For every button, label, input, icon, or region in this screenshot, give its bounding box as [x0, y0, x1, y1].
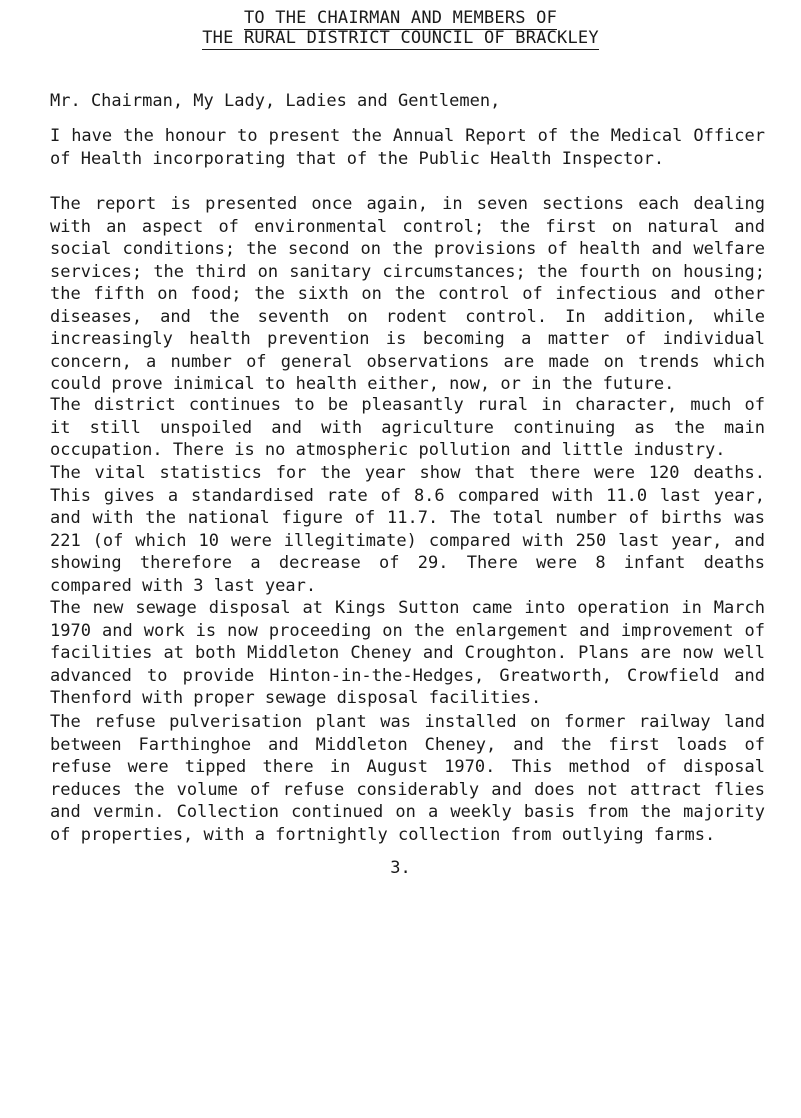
- page-number: 3.: [390, 858, 411, 878]
- paragraph-report-sections: The report is presented once again, in seven sections each dealing with an aspect of environmental control; the first on natural and social conditions; the second on the provisions of health and welfare services; the third on sanitary circumstances; the fourth on housing; the fifth on food; the sixth on the control of infectious and other diseases, and the seventh on rodent control. In addition, while increasingly health prevention is becoming a matter of individual concern, a number of general observations are made on trends which could prove inimical to health either, now, or in the future.: [50, 194, 765, 394]
- salutation: Mr. Chairman, My Lady, Ladies and Gentlemen,: [50, 91, 501, 111]
- paragraph-sewage-disposal: The new sewage disposal at Kings Sutton came into operation in March 1970 and work is now proceeding on the enlargement and improvement of facilities at both Middleton Cheney and Croughton. Plans are now well advanced to provide Hinton-in-the-Hedges, Greatworth, Crowfield and Thenford with proper sewage disposal facilities.: [50, 598, 765, 708]
- address-heading-line-1-text: TO THE CHAIRMAN AND MEMBERS OF: [243, 8, 558, 28]
- address-heading-line-2-text: THE RURAL DISTRICT COUNCIL OF BRACKLEY: [202, 28, 599, 48]
- paragraph-vital-statistics: The vital statistics for the year show that there were 120 deaths. This gives a standardised rate of 8.6 compared with 11.0 last year, and with the national figure of 11.7. The total number of births was 221 (of which 10 were illegitimate) compared with 250 last year, and showing therefore a decrease of 29. There were 8 infant deaths compared with 3 last year.: [50, 463, 765, 596]
- paragraph-introduction: I have the honour to present the Annual Report of the Medical Officer of Health incorporating that of the Public Health Inspector.: [50, 126, 765, 169]
- address-heading-line-1: [0, 8, 801, 30]
- address-heading-line-2: [0, 28, 801, 50]
- paragraph-refuse-disposal: The refuse pulverisation plant was installed on former railway land between Farthinghoe and Middleton Cheney, and the first loads of refuse were tipped there in August 1970. This method of disposal reduces the volume of refuse considerably and does not attract flies and vermin. Collection continued on a weekly basis from the majority of properties, with a fortnightly collection from outlying farms.: [50, 712, 765, 845]
- paragraph-district-character: The district continues to be pleasantly rural in character, much of it still unspoiled and with agriculture continuing as the main occupation. There is no atmospheric pollution and little industry.: [50, 395, 765, 460]
